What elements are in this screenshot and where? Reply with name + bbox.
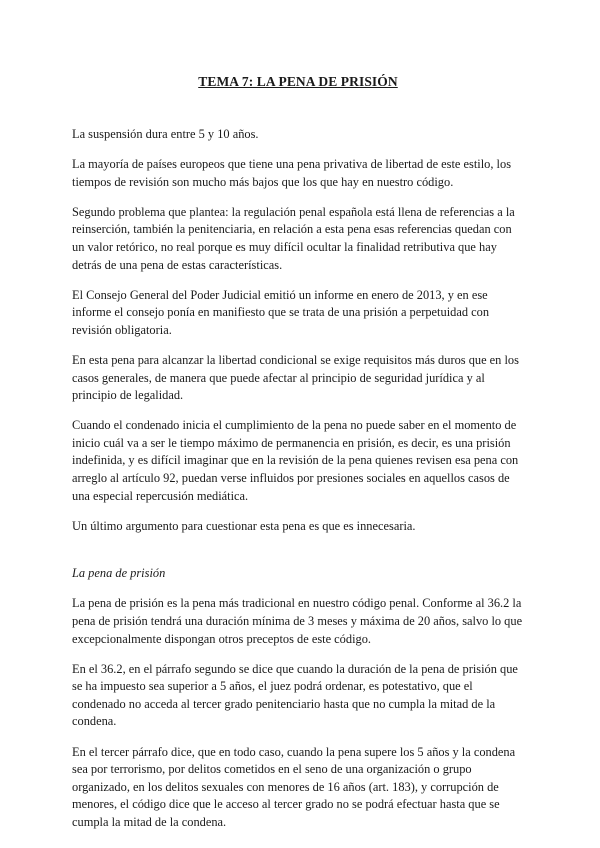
paragraph: Segundo problema que plantea: la regulación penal española está llena de referencias a la reinserción, también la penitenciaria, en relación a esta pena esas referencias quedan con un valor retórico, no real porque es muy difícil ocultar la finalidad retributiva que hay detrás de una pena de estas características. [72, 204, 515, 272]
paragraph: La suspensión dura entre 5 y 10 años. [72, 127, 259, 141]
paragraph: En esta pena para alcanzar la libertad condicional se exige requisitos más duros que en los casos generales, de manera que puede afectar al principio de seguridad jurídica y al principio de legalidad. [72, 352, 519, 403]
paragraph: El Consejo General del Poder Judicial emitió un informe en enero de 2013, y en ese informe el consejo ponía en manifiesto que se trata de una prisión a perpetuidad con revisión obligatoria. [72, 287, 490, 337]
paragraph: En el 36.2, en el párrafo segundo se dice que cuando la duración de la pena de prisión que se ha impuesto sea superior a 5 años, el juez podrá ordenar, es potestativo, que el condenado no acceda al tercer grado penitenciario hasta que no cumpla la mitad de la condena. [72, 661, 518, 729]
paragraph: La pena de prisión es la pena más tradicional en nuestro código penal. Conforme al 36.2 la pena de prisión tendrá una duración mínima de 3 meses y máxima de 20 años, salvo lo que excepcionalmente dispongan otros preceptos de este código. [72, 596, 523, 646]
paragraph: Un último argumento para cuestionar esta pena es que es innecesaria. [72, 518, 416, 533]
paragraph: La mayoría de países europeos que tiene una pena privativa de libertad de este estilo, los tiempos de revisión son mucho más bajos que los que hay en nuestro código. [72, 157, 512, 189]
document-title: TEMA 7: LA PENA DE PRISIÓN [198, 74, 398, 89]
paragraph: Cuando el condenado inicia el cumplimiento de la pena no puede saber en el momento de inicio cuál va a ser le tiempo máximo de permanencia en prisión, es decir, es una prisión indefinida, y es difícil imaginar que en la revisión de la pena quienes revisen esa pena con arreglo al artículo 92, puedan verse influidos por presiones sociales en aquellos casos de una especial repercusión mediática. [72, 418, 519, 503]
document-page [72, 74, 524, 844]
paragraph: En el tercer párrafo dice, que en todo caso, cuando la pena supere los 5 años y la condena sea por terrorismo, por delitos cometidos en el seno de una organización o grupo organizado, en los delitos sexuales con menores de 16 años (art. 183), y corrupción de menores, el código dice que le acceso al tercer grado no se podrá efectuar hasta que se cumpla la mitad de la condena. [72, 744, 516, 829]
section-subtitle: La pena de prisión [72, 566, 166, 581]
